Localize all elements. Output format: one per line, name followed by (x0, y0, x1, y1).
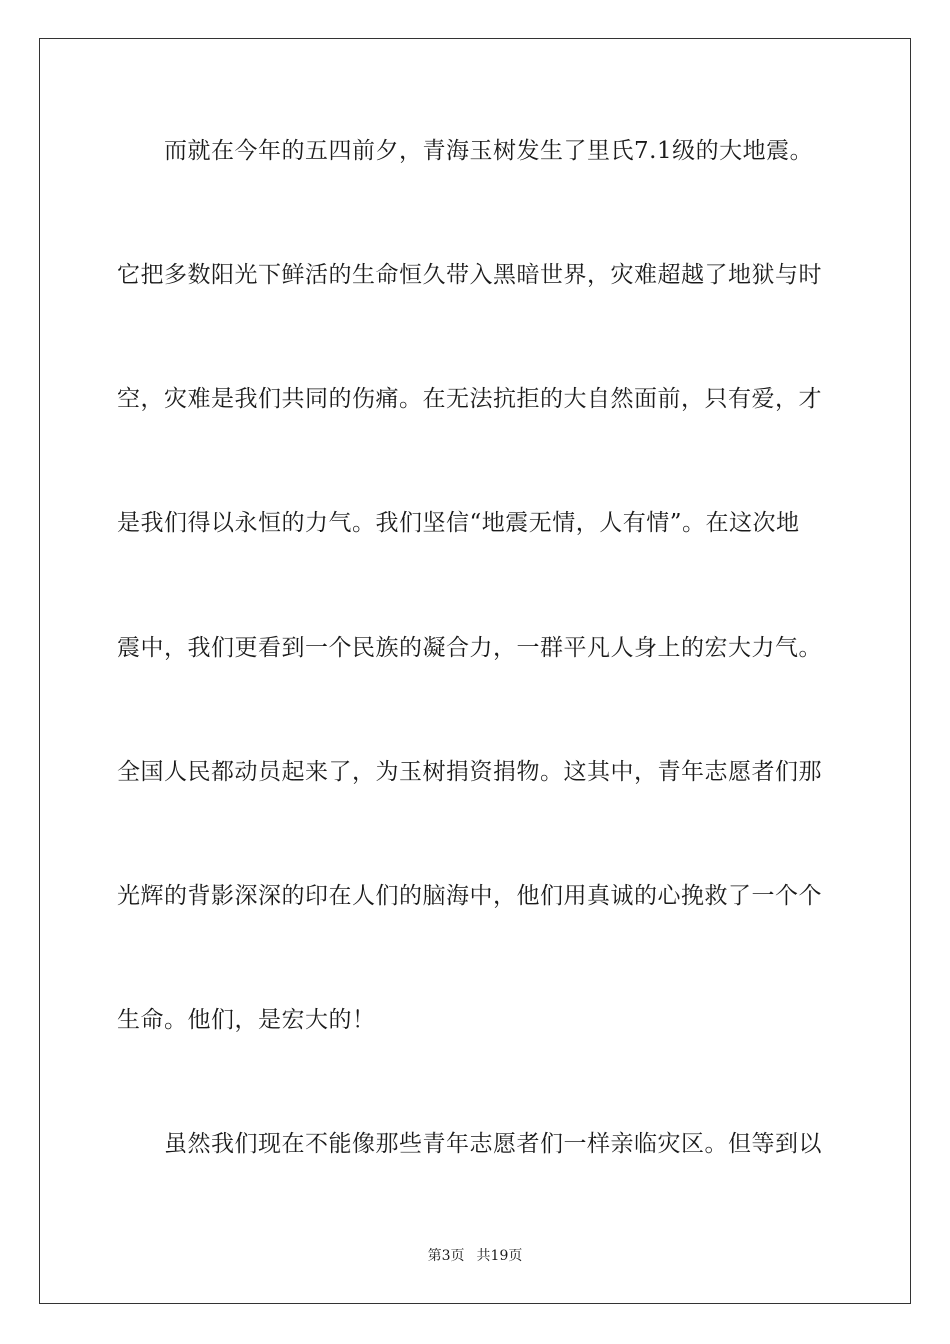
paragraph-line-2: 它把多数阳光下鲜活的生命恒久带入黑暗世界，灾难超越了地狱与时 (117, 262, 822, 288)
paragraph-line-1: 而就在今年的五四前夕，青海玉树发生了里氏7.1级的大地震。 (164, 138, 814, 164)
page-total: 共19页 (476, 1248, 523, 1264)
paragraph-line-5: 震中，我们更看到一个民族的凝合力，一群平凡人身上的宏大力气。 (117, 635, 822, 661)
page-footer (0, 1246, 950, 1266)
paragraph-line-7: 光辉的背影深深的印在人们的脑海中，他们用真诚的心挽救了一个个 (117, 883, 822, 909)
page-border (39, 38, 911, 1304)
paragraph-line-9: 虽然我们现在不能像那些青年志愿者们一样亲临灾区。但等到以 (164, 1131, 822, 1157)
paragraph-line-8: 生命。他们，是宏大的！ (117, 1007, 376, 1033)
paragraph-line-4: 是我们得以永恒的力气。我们坚信“地震无情，人有情”。在这次地 (117, 510, 800, 536)
page-number: 第3页 (427, 1248, 465, 1264)
paragraph-line-3: 空，灾难是我们共同的伤痛。在无法抗拒的大自然面前，只有爱，才 (117, 386, 822, 412)
paragraph-line-6: 全国人民都动员起来了，为玉树捐资捐物。这其中，青年志愿者们那 (117, 759, 822, 785)
